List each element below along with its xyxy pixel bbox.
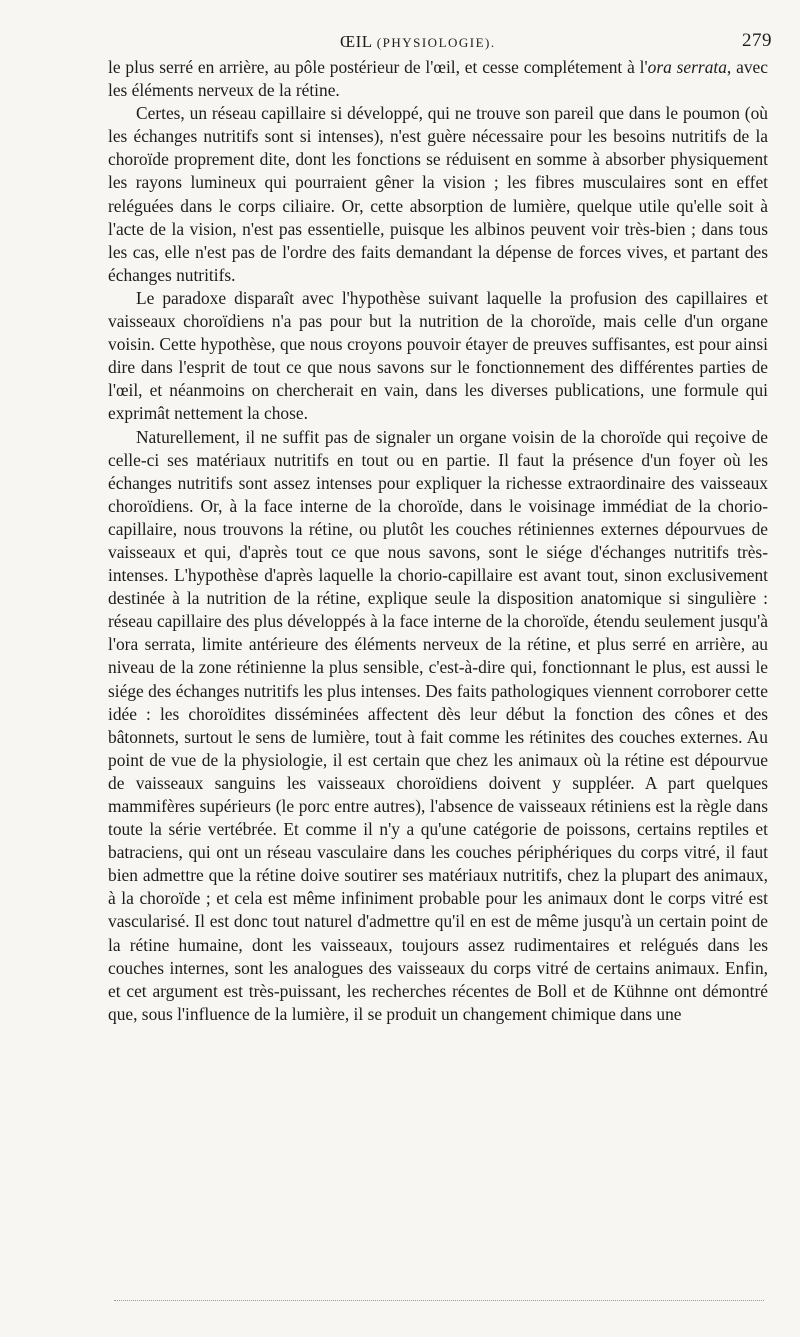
paragraph-text: Certes, un réseau capillaire si développé, qui ne trouve son pareil que dans le poumon (où les échanges nutritifs sont si intenses), n'est guère nécessaire pour les besoins nutritifs de la choroïde proprement dite, dont les fonctions se réduisent en somme à absorber physiquement les rayons lumineux qui pourraient gêner la vision ; les fibres musculaires sont en effet reléguées dans le corps ciliaire. Or, cette absorption de lumière, quelque utile qu'elle soit à l'acte de la vision, n'est pas essentielle, puisque les albinos peuvent voir très-bien ; dans tous les cas, elle n'est pas de l'ordre des faits demandant la dépense de forces vives, et partant des échanges nutritifs. — [108, 103, 768, 285]
running-head — [108, 30, 772, 56]
running-title-main: ŒIL — [340, 32, 373, 51]
page-number: 279 — [742, 30, 772, 51]
paragraph-text: Le paradoxe disparaît avec l'hypothèse suivant laquelle la profusion des capillaires et vaisseaux choroïdiens n'a pas pour but la nutrition de la choroïde, mais celle d'un organe voisin. Cette hypothèse, que nous croyons pouvoir étayer de preuves suffisantes, est pour ainsi dire dans l'esprit de tout ce que nous savons sur le fonctionnement des différentes parties de l'œil, et néanmoins on chercherait en vain, dans les diverses publications, une formule qui exprimât nettement la chose. — [108, 287, 768, 424]
running-title-sub: (PHYSIOLOGIE). — [376, 35, 496, 50]
paragraph-text: Naturellement, il ne suffit pas de signaler un organe voisin de la choroïde qui reçoive de celle-ci ses matériaux nutritifs en tout ou en partie. Il faut la présence d'un foyer où les échanges nutritifs sont assez intenses pour expliquer la richesse extraordinaire des vaisseaux choroïdiens. Or, à la face interne de la choroïde, dans le voisinage immédiat de la chorio-capillaire, nous trouvons la rétine, ou plutôt les couches rétiniennes externes dépourvues de vaisseaux et qui, d'après tout ce que nous savons, sont le siége d'échanges nutritifs très-intenses. L'hypothèse d'après laquelle la chorio-capillaire est avant tout, sinon exclusivement destinée à la nutrition de la rétine, explique seule la disposition anatomique si singulière : réseau capillaire des plus développés à la face interne de la choroïde, étendu seulement jusqu'à l'ora serrata, limite antérieure des éléments nerveux de la rétine, et plus serré en arrière, au niveau de la zone rétinienne la plus sensible, c'est-à-dire qui, fonctionnant le plus, est aussi le siége des échanges nutritifs les plus intenses. Des faits pathologiques viennent corroborer cette idée : les choroïdites disséminées affectent dès leur début la fonction des cônes et des bâtonnets, surtout le sens de lumière, tout à fait comme les rétinites des couches externes. Au point de vue de la physiologie, il est certain que chez les animaux où la rétine est dépourvue de vaisseaux sanguins les vaisseaux choroïdiens doivent y suppléer. A part quelques mammifères supérieurs (le porc entre autres), l'absence de vaisseaux rétiniens est la règle dans toute la série vertébrée. Et comme il n'y a qu'une catégorie de poissons, certains reptiles et batraciens, qui ont un réseau vasculaire dans les couches périphériques du corps vitré, il faut bien admettre que la rétine doive soutirer ses matériaux nutritifs, chez la plupart des animaux, à la choroïde ; et cela est même infiniment probable pour les animaux dont le corps vitré est vascularisé. Il est donc tout naturel d'admettre qu'il en est de même jusqu'à un certain point de la rétine humaine, dont les vaisseaux, toujours assez rudimentaires et relégués dans les couches internes, sont les analogues des vaisseaux du corps vitré de certains animaux. Enfin, et cet argument est très-puissant, les recherches récentes de Boll et de Kühnne ont démontré que, sous l'influence de la lumière, il se produit un changement chimique dans une — [108, 426, 768, 1024]
paragraph-text-tail: , avec les éléments nerveux de la rétine. — [108, 57, 768, 101]
paragraph-text: le plus serré en arrière, au pôle postérieur de l'œil, et cesse complétement à l' — [108, 57, 648, 77]
body-text — [108, 56, 768, 1026]
paragraph-italic: ora serrata — [647, 57, 727, 77]
paragraph-3 — [108, 287, 768, 426]
page — [108, 30, 772, 1026]
running-title — [340, 32, 496, 52]
footer-rule — [114, 1300, 764, 1301]
paragraph-1 — [108, 56, 768, 102]
paragraph-2 — [108, 102, 768, 287]
paragraph-4 — [108, 426, 768, 1026]
